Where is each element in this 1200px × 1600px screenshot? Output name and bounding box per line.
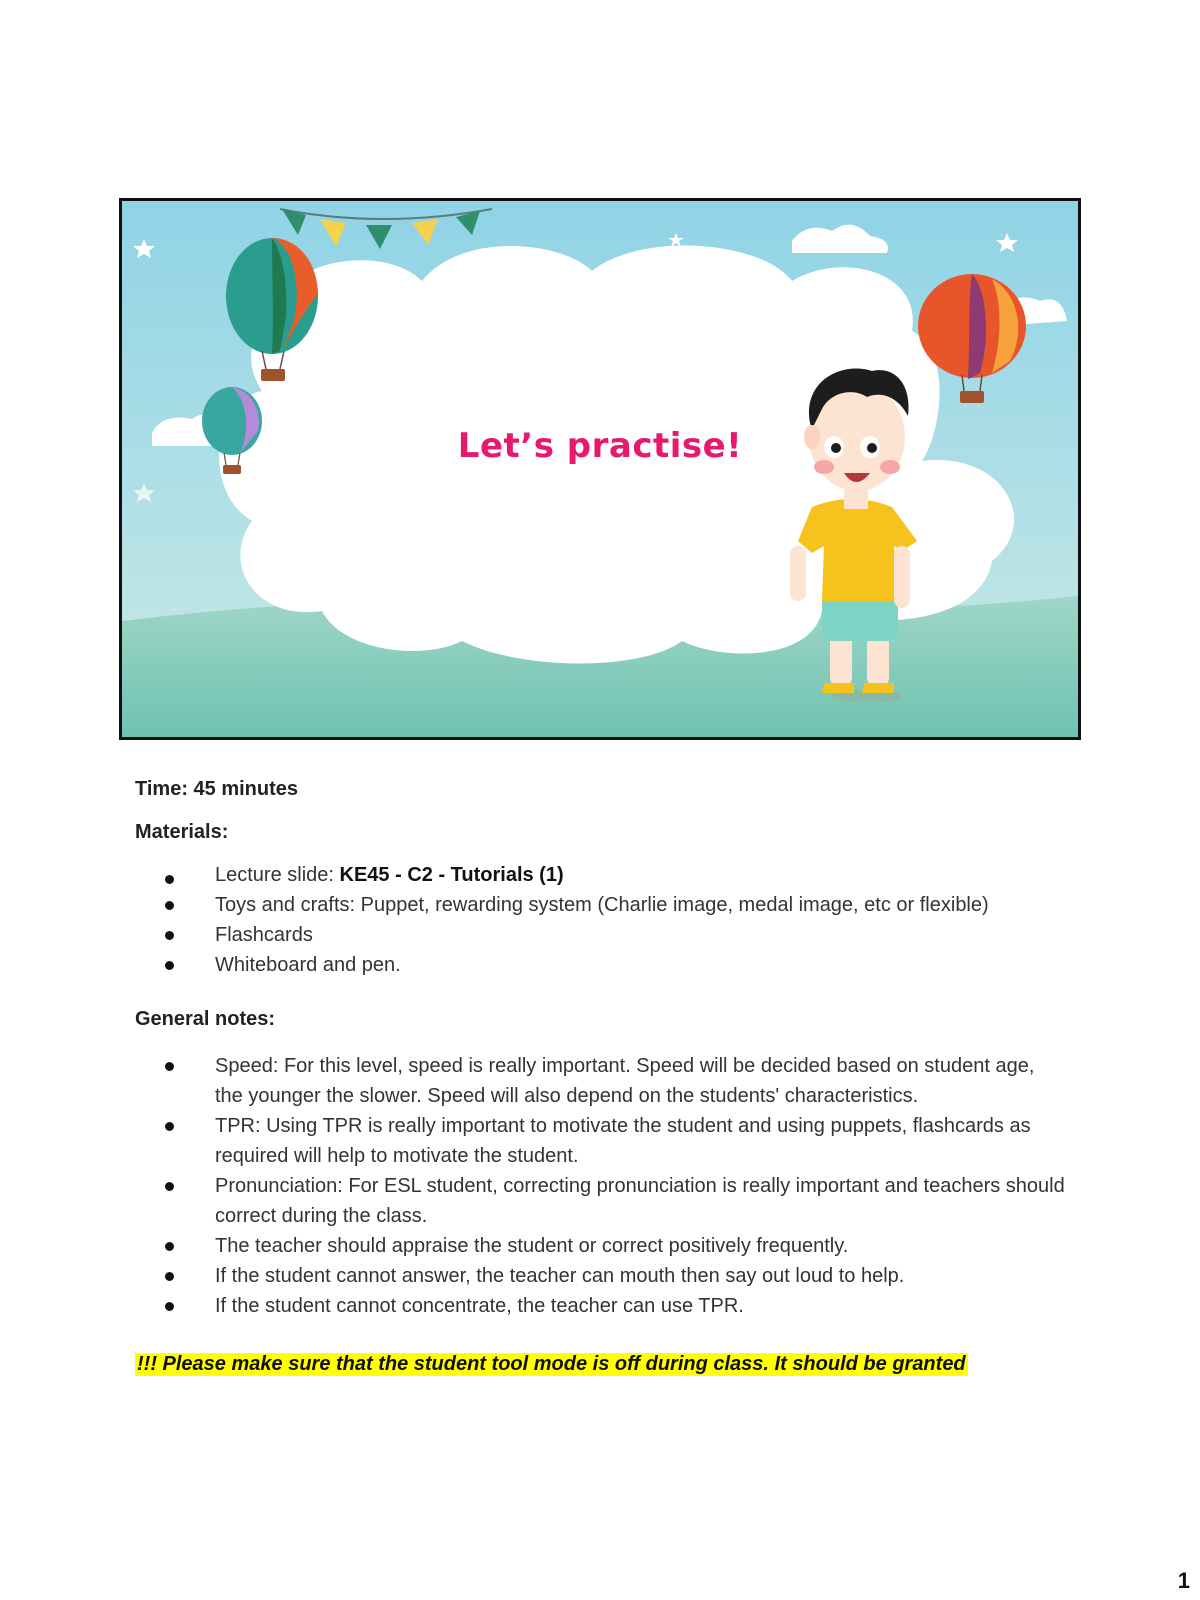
list-item: Speed: For this level, speed is really important. Speed will be decided based on student age, the younger the slower. Speed will also depend on the students' characteristics. (135, 1051, 1065, 1111)
bullet-icon (165, 1302, 174, 1311)
bullet-icon (165, 1242, 174, 1251)
materials-heading: Materials: (135, 821, 229, 843)
materials-list (135, 864, 1065, 980)
general-notes-heading: General notes: (135, 1008, 276, 1030)
list-item: Pronunciation: For ESL student, correcting pronunciation is really important and teachers should correct during the class. (135, 1171, 1065, 1231)
page-number: 1 (1177, 1568, 1190, 1593)
lesson-slide-image (119, 198, 1081, 740)
lecture-slide-name: KE45 - C2 - Tutorials (1) (339, 864, 564, 886)
list-item (135, 864, 1065, 886)
bullet-icon (165, 1062, 174, 1071)
list-item: Whiteboard and pen. (135, 950, 1065, 980)
general-notes-list (135, 1051, 1065, 1321)
list-item: TPR: Using TPR is really important to motivate the student and using puppets, flashcards as required will help to motivate the student. (135, 1111, 1065, 1171)
lesson-notes (135, 778, 1065, 1376)
list-item: Flashcards (135, 920, 1065, 950)
bullet-icon (165, 875, 174, 884)
list-item: Toys and crafts: Puppet, rewarding system (Charlie image, medal image, etc or flexible) (135, 890, 1065, 920)
bullet-icon (165, 1122, 174, 1131)
bullet-icon (165, 961, 174, 970)
time-line: Time: 45 minutes (135, 778, 299, 800)
slide-title: Let’s practise! (457, 426, 743, 466)
bullet-icon (165, 1272, 174, 1281)
bullet-icon (165, 1182, 174, 1191)
list-item: If the student cannot concentrate, the teacher can use TPR. (135, 1291, 1065, 1321)
warning-note: !!! Please make sure that the student tool mode is off during class. It should be granted (137, 1353, 966, 1375)
list-item: The teacher should appraise the student or correct positively frequently. (135, 1231, 1065, 1261)
bullet-icon (165, 931, 174, 940)
list-item: If the student cannot answer, the teacher can mouth then say out loud to help. (135, 1261, 1065, 1291)
bullet-icon (165, 901, 174, 910)
lecture-slide-label: Lecture slide: (215, 864, 340, 886)
